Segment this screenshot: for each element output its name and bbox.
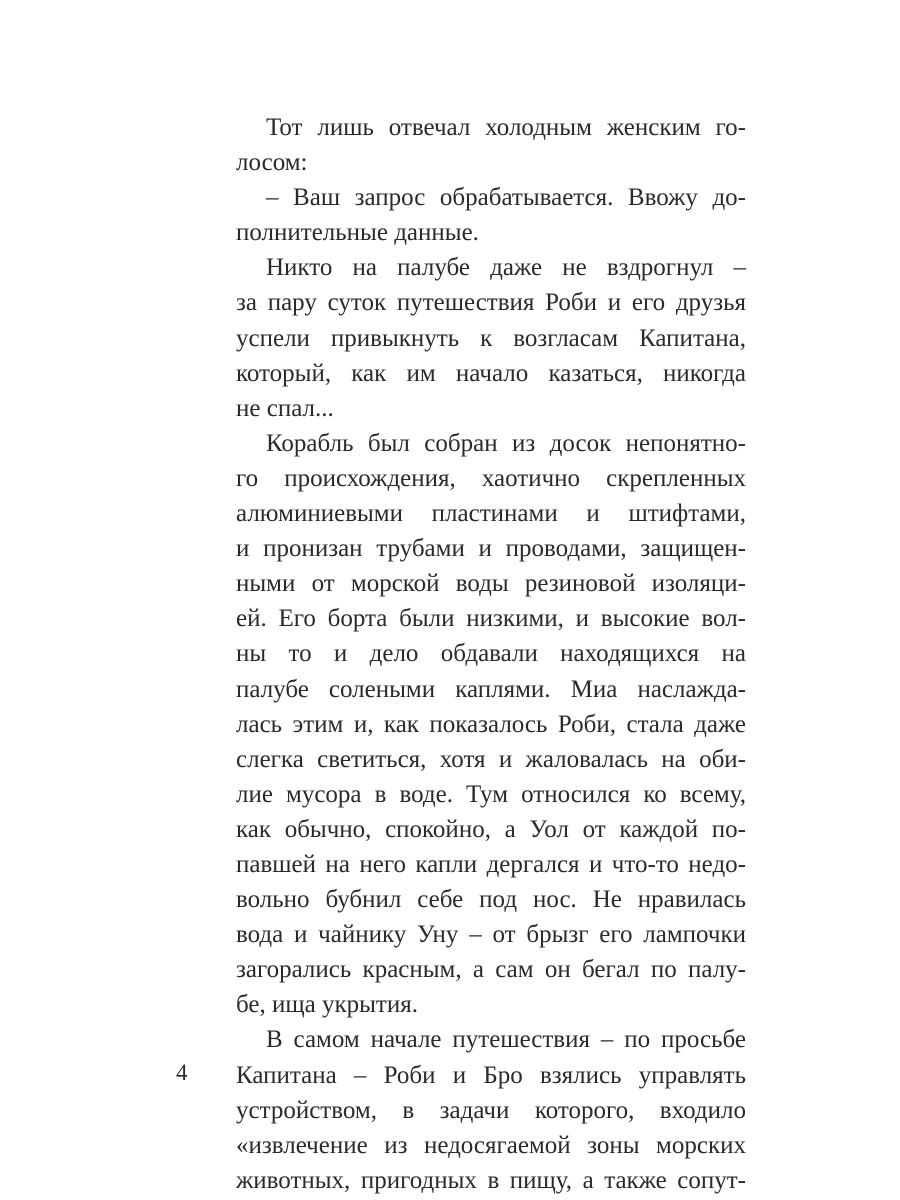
body-text xyxy=(236,110,746,1198)
text-line: Корабль был собран из досок непонятно- xyxy=(266,429,746,457)
text-line: и пронизан трубами и проводами, защищен- xyxy=(236,535,746,563)
text-line: Тот лишь отвечал холодным женским го- xyxy=(266,114,746,141)
text-line: лась этим и, как показалось Роби, стала даже xyxy=(236,710,746,738)
text-line: как обычно, спокойно, а Уол от каждой по- xyxy=(236,815,746,843)
text-line: загорались красным, а сам он бегал по палу- xyxy=(236,956,746,984)
text-line: вольно бубнил себе под нос. Не нравилась xyxy=(236,886,746,914)
text-line: бе, ища укрытия. xyxy=(236,991,418,1019)
text-line: вода и чайнику Уну – от брызг его лампочки xyxy=(236,921,746,949)
text-line: «извлечение из недосягаемой зоны морских xyxy=(236,1131,746,1159)
text-line: – Ваш запрос обрабатывается. Ввожу до- xyxy=(266,184,746,212)
text-line: за пару суток путешествия Роби и его друзья xyxy=(236,289,746,317)
text-line: не спал... xyxy=(236,394,334,422)
text-line: который, как им начало казаться, никогда xyxy=(236,359,746,387)
text-line: слегка светиться, хотя и жаловалась на оби- xyxy=(236,745,746,773)
page-number: 4 xyxy=(176,1060,188,1085)
text-line: ными от морской воды резиновой изоляци- xyxy=(236,570,746,598)
text-line: палубе солеными каплями. Миа наслажда- xyxy=(236,675,746,703)
text-line: павшей на него капли дергался и что-то недо- xyxy=(236,850,746,878)
text-line: В самом начале путешествия – по просьбе xyxy=(266,1026,746,1054)
text-line: алюминиевыми пластинами и штифтами, xyxy=(236,500,746,528)
text-line: Капитана – Роби и Бро взялись управлять xyxy=(236,1061,746,1089)
text-line: Никто на палубе даже не вздрогнул – xyxy=(266,254,746,282)
text-line: го происхождения, хаотично скрепленных xyxy=(236,464,746,492)
text-line: ей. Его борта были низкими, и высокие вол- xyxy=(236,605,746,633)
text-line: лие мусора в воде. Тум относился ко всему, xyxy=(236,780,746,808)
text-line: успели привыкнуть к возгласам Капитана, xyxy=(236,324,746,352)
text-line: животных, пригодных в пищу, а также сопут- xyxy=(236,1166,746,1194)
text-line: лосом: xyxy=(236,149,308,177)
text-line: устройством, в задачи которого, входило xyxy=(236,1096,746,1124)
text-line: ны то и дело обдавали находящихся на xyxy=(236,640,746,668)
text-line: полнительные данные. xyxy=(236,219,479,247)
